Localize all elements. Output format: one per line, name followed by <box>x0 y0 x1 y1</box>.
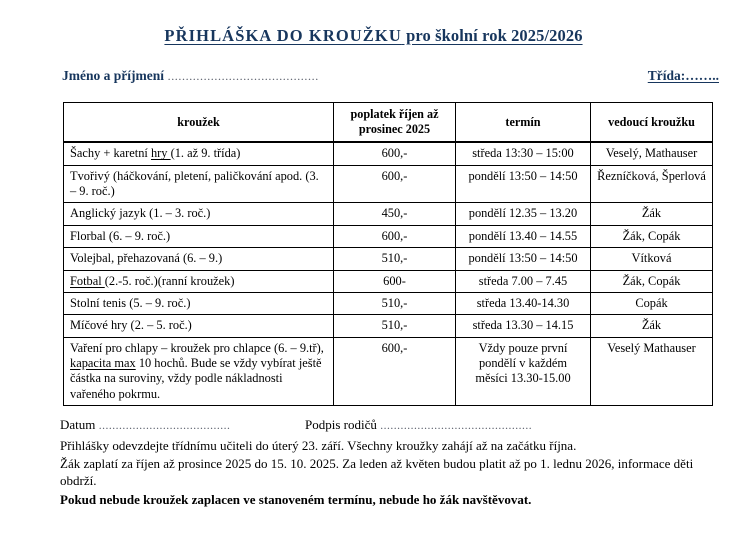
header-time: termín <box>456 103 591 143</box>
table-container <box>0 102 747 406</box>
cell-club-name <box>64 337 334 406</box>
class-label[interactable]: Třída:…….. <box>647 68 719 83</box>
note-line-2: Žák zaplatí za říjen až prosince 2025 do 15. 10. 2025. Za leden až květen budou platit až po 1. lednu 2026, informace děti obdrží. <box>60 455 694 488</box>
date-field[interactable] <box>60 416 305 434</box>
cell-club-name <box>64 292 334 314</box>
table-row <box>64 142 713 165</box>
header-fee-line2: prosinec 2025 <box>358 122 431 137</box>
name-fill-dots[interactable]: .......................................... <box>164 69 319 83</box>
club-name-underlined-text: kapacita max <box>70 356 136 370</box>
cell-leader: Veselý Mathauser <box>591 337 713 406</box>
cell-leader: Řezníčková, Šperlová <box>591 165 713 203</box>
cell-time: pondělí 13:50 – 14:50 <box>456 165 591 203</box>
cell-fee: 600,- <box>334 165 456 203</box>
club-name-text: Vaření pro chlapy – kroužek pro chlapce (6. – 9.tř), <box>70 340 324 355</box>
signature-fill-dots: ............................................. <box>376 420 533 433</box>
cell-club-name <box>64 165 334 203</box>
cell-club-name <box>64 142 334 165</box>
table-row <box>64 225 713 247</box>
club-name-text: Míčové hry (2. – 5. roč.) <box>70 318 192 333</box>
cell-club-name <box>64 315 334 337</box>
page-title <box>164 26 582 46</box>
cell-leader: Copák <box>591 292 713 314</box>
cell-time: pondělí 13:50 – 14:50 <box>456 248 591 270</box>
cell-club-name <box>64 203 334 225</box>
cell-time: středa 7.00 – 7.45 <box>456 270 591 292</box>
cell-fee: 510,- <box>334 248 456 270</box>
cell-fee: 600- <box>334 270 456 292</box>
table-row <box>64 248 713 270</box>
cell-leader: Žák <box>591 315 713 337</box>
club-name-text: Volejbal, přehazovaná (6. – 9.) <box>70 251 223 266</box>
club-name-suffix-text: (2.-5. roč.)(ranní kroužek) <box>104 273 235 288</box>
cell-time: Vždy pouze první pondělí v každém měsíci 13.30-15.00 <box>456 337 591 406</box>
cell-leader: Veselý, Mathauser <box>591 142 713 165</box>
cell-leader: Žák <box>591 203 713 225</box>
header-fee <box>334 103 456 143</box>
header-fee-line1: poplatek říjen až <box>350 107 439 121</box>
footer-section <box>0 416 747 508</box>
date-label: Datum <box>60 417 96 433</box>
signature-field[interactable] <box>305 416 532 434</box>
club-name-underlined-text: Fotbal <box>70 273 105 288</box>
table-body <box>64 142 713 405</box>
club-name-text: Anglický jazyk (1. – 3. roč.) <box>70 206 211 221</box>
club-name-text: Tvořivý (háčkování, pletení, paličkování apod. (3. – 9. roč.) <box>70 168 319 198</box>
cell-leader: Žák, Copák <box>591 225 713 247</box>
header-club-name: kroužek <box>64 103 334 143</box>
cell-club-name <box>64 225 334 247</box>
signature-label: Podpis rodičů <box>305 417 377 433</box>
cell-fee: 600,- <box>334 337 456 406</box>
cell-fee: 510,- <box>334 292 456 314</box>
club-name-suffix-text: 10 hochů. Bude se vždy vybírat ještě částka na suroviny, vždy podle nákladnosti vařeného pokrmu. <box>70 356 322 401</box>
title-main-text: PŘIHLÁŠKA DO KROUŽKU <box>164 26 402 45</box>
title-rest-text: pro školní rok 2025/2026 <box>401 26 583 45</box>
table-row <box>64 203 713 225</box>
cell-leader: Vítková <box>591 248 713 270</box>
cell-time: pondělí 13.40 – 14.55 <box>456 225 591 247</box>
cell-club-name <box>64 248 334 270</box>
table-header <box>64 103 713 143</box>
cell-time: pondělí 12.35 – 13.20 <box>456 203 591 225</box>
table-row <box>64 315 713 337</box>
table-row <box>64 165 713 203</box>
cell-fee: 510,- <box>334 315 456 337</box>
cell-fee: 450,- <box>334 203 456 225</box>
date-fill-dots: ....................................... <box>95 420 231 433</box>
note-line-1: Přihlášky odevzdejte třídnímu učiteli do úterý 23. září. Všechny kroužky zahájí až na začátku října. <box>60 438 577 454</box>
table-row <box>64 270 713 292</box>
clubs-table <box>63 102 713 406</box>
cell-leader: Žák, Copák <box>591 270 713 292</box>
club-name-suffix-text: (1. až 9. třída) <box>170 146 241 161</box>
cell-time: středa 13:30 – 15:00 <box>456 142 591 165</box>
table-row <box>64 292 713 314</box>
cell-fee: 600,- <box>334 225 456 247</box>
table-header-row <box>64 103 713 143</box>
signature-row <box>60 416 715 434</box>
club-name-text: Šachy + karetní <box>70 146 151 161</box>
cell-fee: 600,- <box>334 142 456 165</box>
cell-time: středa 13.40-14.30 <box>456 292 591 314</box>
title-container <box>0 0 747 46</box>
header-leader: vedoucí kroužku <box>591 103 713 143</box>
cell-club-name <box>64 270 334 292</box>
club-name-underlined-text: hry <box>150 146 171 161</box>
club-name-text: Stolní tenis (5. – 9. roč.) <box>70 295 191 310</box>
name-label: Jméno a příjmení <box>62 68 164 83</box>
identity-line <box>0 68 747 88</box>
table-row <box>64 337 713 406</box>
note-line-bold: Pokud nebude kroužek zaplacen ve stanoveném termínu, nebude ho žák navštěvovat. <box>60 492 532 508</box>
cell-time: středa 13.30 – 14.15 <box>456 315 591 337</box>
club-name-text: Florbal (6. – 9. roč.) <box>70 228 171 243</box>
